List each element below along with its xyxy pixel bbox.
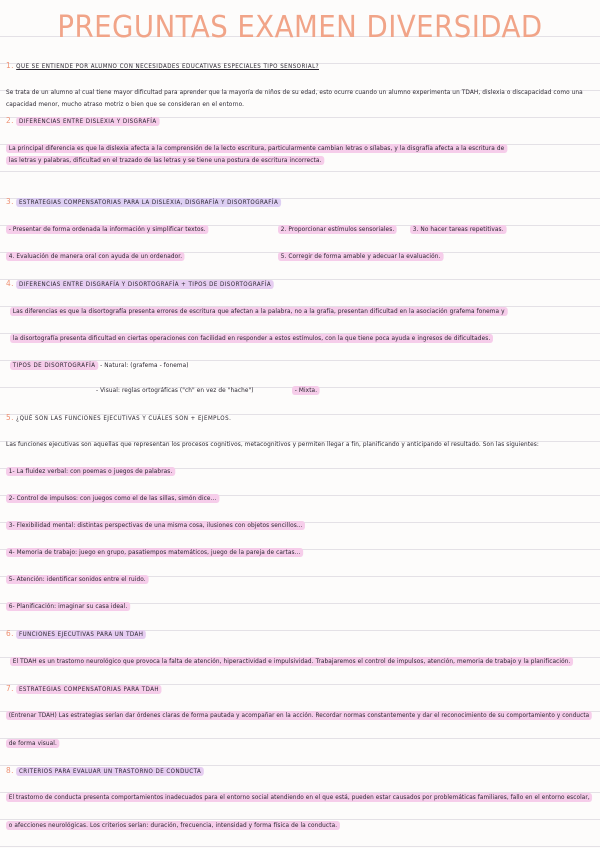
q5-item-2: [6, 495, 219, 503]
q1-heading: QUE SE ENTIENDE POR ALUMNO CON NECESIDADES EDUCATIVAS ESPECIALES TIPO SENSORIAL?: [16, 63, 320, 70]
page-title: PREGUNTAS EXAMEN DIVERSIDAD: [57, 10, 543, 45]
q5-item-3-text: 3- Flexibilidad mental: distintas perspectivas de una misma cosa, ilusiones con objetos sencillos...: [6, 521, 305, 530]
q8-answer-1-text: El trastorno de conducta presenta comportamientos inadecuados para el entorno social atendiendo en el que está, pueden estar causados por problemáticas familiares, fallo en el entorno escolar,: [6, 793, 592, 802]
q3-heading-line: [6, 198, 281, 207]
q4-type-mixta: [292, 387, 320, 395]
q8-answer-2: [6, 822, 340, 830]
q3-item-4: [6, 253, 185, 261]
q3-item-3: [410, 226, 506, 234]
q4-answer-1: [10, 308, 507, 316]
q5-item-2-text: 2- Control de impulsos: con juegos como el de las sillas, simón dice...: [6, 494, 219, 503]
q8-answer-2-text: o afecciones neurológicas. Los criterios serían: duración, frecuencia, intensidad y forma física de la conducta.: [6, 821, 340, 830]
q3-item-2-text: 2. Proporcionar estímulos sensoriales.: [278, 225, 397, 234]
q7-heading-line: [6, 685, 162, 694]
q4-answer-2-text: la disortografía presenta dificultad en ciertas operaciones con facilidad en responder a estos estímulos, con la que tiene poca ayuda e ingresos de dificultades.: [10, 334, 493, 343]
q2-heading: DIFERENCIAS ENTRE DISLEXIA Y DISGRAFÍA: [16, 117, 159, 126]
q4-answer-1-text: Las diferencias es que la disortografía presenta errores de escritura que afectan a la palabra, no a la grafía, presentan dificultad en la asociación grafema fonema y: [10, 307, 507, 316]
q3-item-5-text: 5. Corregir de forma amable y adecuar la evaluación.: [278, 252, 443, 261]
q5-item-1-text: 1- La fluidez verbal: con poemas o juegos de palabras.: [6, 467, 175, 476]
q7-number: 7.: [6, 684, 14, 693]
q7-answer-2: [6, 740, 60, 748]
q7-answer-1-text: (Entrenar TDAH) Las estrategias serían dar órdenes claras de forma pautada y acompañar en la acción. Recordar normas constantemente y dar el reconocimiento de su comportamiento y conducta: [6, 711, 592, 720]
q5-number: 5.: [6, 413, 14, 422]
q3-item-5: [278, 253, 443, 261]
q4-type-mixta-text: - Mixta.: [292, 386, 320, 395]
q5-item-4: [6, 549, 303, 557]
q6-number: 6.: [6, 629, 14, 638]
q5-item-3: [6, 522, 305, 530]
q5-item-6: [6, 603, 130, 611]
q4-types-label: TIPOS DE DISORTOGRAFÍA: [10, 361, 98, 370]
q6-answer: [10, 658, 573, 666]
q5-item-4-text: 4- Memoria de trabajo: juego en grupo, pasatiempos matemáticos, juego de la pareja de cartas...: [6, 548, 303, 557]
q1-heading-line: [6, 62, 319, 71]
q2-answer-1: [6, 145, 507, 153]
q4-type-natural: - Natural: (grafema - fonema): [100, 362, 189, 369]
q2-heading-line: [6, 117, 159, 126]
q2-answer-2: [6, 157, 324, 165]
q5-item-5-text: 5- Atención: identificar sonidos entre el ruido.: [6, 575, 148, 584]
q2-answer-1-text: La principal diferencia es que la dislexia afecta a la comprensión de la lecto escritura, particularmente cambian letras o sílabas, y la disgrafía afecta a la escritura de: [6, 144, 507, 153]
q5-item-6-text: 6- Planificación: imaginar su casa ideal.: [6, 602, 130, 611]
q2-answer-2-text: las letras y palabras, dificultad en el trazado de las letras y se tiene una postura de escritura incorrecta.: [6, 156, 324, 165]
q1-number: 1.: [6, 61, 14, 70]
q5-heading-line: [6, 414, 231, 423]
q7-heading: ESTRATEGIAS COMPENSATORIAS PARA TDAH: [16, 685, 162, 694]
q1-answer-2: capacidad menor, mucho atraso motriz o bien que se consideran en el entorno.: [6, 101, 245, 108]
q4-answer-2: [10, 335, 493, 343]
q7-answer-1: [6, 712, 592, 720]
q4-heading-line: [6, 280, 274, 289]
q3-item-1: [6, 226, 208, 234]
q8-heading: CRITERIOS PARA EVALUAR UN TRASTORNO DE CONDUCTA: [16, 767, 204, 776]
q6-answer-text: El TDAH es un trastorno neurológico que provoca la falta de atención, hiperactividad e impulsividad. Trabajaremos el control de impulsos, atención, memoria de trabajo y la planificación.: [10, 657, 573, 666]
q5-heading: ¿QUÉ SON LAS FUNCIONES EJECUTIVAS Y CUÁLES SON + EJEMPLOS.: [16, 415, 232, 422]
q5-item-5: [6, 576, 148, 584]
q8-number: 8.: [6, 766, 14, 775]
q6-heading: FUNCIONES EJECUTIVAS PARA UN TDAH: [16, 630, 146, 639]
q3-item-4-text: 4. Evaluación de manera oral con ayuda de un ordenador.: [6, 252, 185, 261]
q3-item-2: [278, 226, 397, 234]
q4-type-visual: - Visual: reglas ortográficas ("ch" en vez de "hache"): [96, 387, 254, 394]
q7-answer-2-text: de forma visual.: [6, 739, 60, 748]
q4-types-line: [10, 362, 189, 370]
q8-answer-1: [6, 794, 592, 802]
q3-item-1-text: - Presentar de forma ordenada la información y simplificar textos.: [6, 225, 208, 234]
q2-number: 2.: [6, 116, 14, 125]
q8-heading-line: [6, 767, 204, 776]
q5-intro: Las funciones ejecutivas son aquellas que representan los procesos cognitivos, metacognitivos y permiten llegar a fin, planificando y anticipando el resultado. Son las siguientes:: [6, 441, 539, 448]
q5-item-1: [6, 468, 175, 476]
q6-heading-line: [6, 630, 146, 639]
q3-item-3-text: 3. No hacer tareas repetitivas.: [410, 225, 506, 234]
q4-heading: DIFERENCIAS ENTRE DISGRAFÍA Y DISORTOGRAFÍA + TIPOS DE DISORTOGRAFÍA: [16, 280, 274, 289]
q1-answer-1: Se trata de un alumno al cual tiene mayor dificultad para aprender que la mayoría de niños de su edad, esto ocurre cuando un alumno experimenta un TDAH, dislexia o discapacidad como una: [6, 89, 583, 96]
q3-heading: ESTRATEGIAS COMPENSATORIAS PARA LA DISLEXIA, DISGRAFÍA Y DISORTOGRAFÍA: [16, 198, 281, 207]
q3-number: 3.: [6, 197, 14, 206]
q4-number: 4.: [6, 279, 14, 288]
